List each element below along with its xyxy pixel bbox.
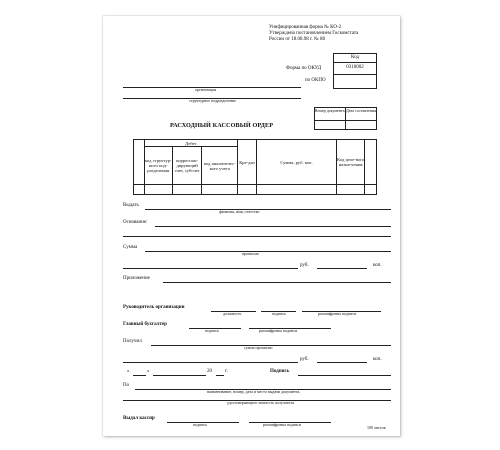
fio-caption: фамилия, имя, отчество	[219, 209, 260, 214]
form-header-line3: России от 18.08.98 г. № 88	[269, 37, 325, 42]
summa-propisyu-caption: сумма прописью	[244, 345, 273, 350]
kop-label: коп.	[373, 263, 382, 268]
struct-code-header: код структур-ного под-разделения	[144, 147, 172, 185]
form-header-line2: Утверждена постановлением Госкомстата	[269, 31, 359, 36]
debet-header: Дебет	[144, 140, 238, 147]
propisyu-caption: прописью	[242, 251, 260, 256]
sheets-count: 100 листов	[367, 425, 386, 430]
accountant-decoding-caption: расшифровка подписи	[259, 328, 298, 333]
purpose-code-header: Код целе-вого назна-чения	[336, 140, 364, 185]
date-quote-open: «	[127, 369, 130, 374]
year-g: г.	[225, 369, 228, 374]
okpo-label: по ОКПО	[305, 78, 326, 83]
doc-date-header: Дата составления	[346, 108, 376, 113]
rub-label-2: руб.	[300, 357, 309, 362]
credit-header: Кре-дит	[238, 140, 257, 185]
vydat-label: Выдать	[123, 203, 139, 208]
dept-caption: структурное подразделение	[189, 98, 237, 103]
chief-accountant-label: Главный бухгалтер	[123, 322, 167, 327]
summa-label: Сумма	[123, 245, 138, 250]
cashier-signature-caption: подпись	[193, 422, 207, 427]
osnovanie-label: Основание:	[123, 220, 148, 225]
rub-label: руб.	[300, 263, 309, 268]
head-position-caption: должность	[223, 311, 242, 316]
form-title: РАСХОДНЫЙ КАССОВЫЙ ОРДЕР	[170, 122, 274, 129]
signature-label: Подпись	[270, 369, 290, 374]
doc-number-header: Номер документа	[314, 108, 345, 113]
corr-account-header: корреспон-дирующий счет, субсчет	[172, 147, 201, 185]
kop-label-2: коп.	[373, 357, 382, 362]
doc-caption: наименование, номер, дата и место выдачи документа,	[207, 389, 301, 394]
head-decoding-caption: расшифровка подписи	[318, 311, 357, 316]
prilozhenie-label: Приложение	[123, 276, 150, 281]
date-quote-close: »	[147, 369, 150, 374]
poluchil-label: Получил	[123, 339, 142, 344]
main-accounting-table	[133, 139, 377, 195]
head-org-label: Руководитель организации	[123, 305, 185, 310]
identity-caption: удостоверяющего личность получателя	[227, 400, 295, 405]
analytic-code-header: код аналитичес-кого учета	[202, 147, 238, 185]
org-caption: организация	[195, 87, 217, 92]
cashier-decoding-caption: расшифровка подписи	[263, 422, 302, 427]
okud-label: Форма по ОКУД	[286, 66, 322, 71]
head-signature-caption: подпись	[272, 311, 286, 316]
okud-value: 0310002	[346, 65, 364, 70]
form-header-line1: Унифицированная форма № КО-2	[269, 25, 342, 30]
sum-header: Сумма, руб. коп.	[257, 140, 337, 185]
cash-order-form	[103, 16, 400, 436]
year-prefix: 20	[207, 369, 212, 374]
kod-label: Код	[351, 55, 359, 60]
cashier-label: Выдал кассир	[123, 416, 155, 421]
accountant-signature-caption: подпись	[205, 328, 219, 333]
po-label: По	[123, 383, 130, 388]
